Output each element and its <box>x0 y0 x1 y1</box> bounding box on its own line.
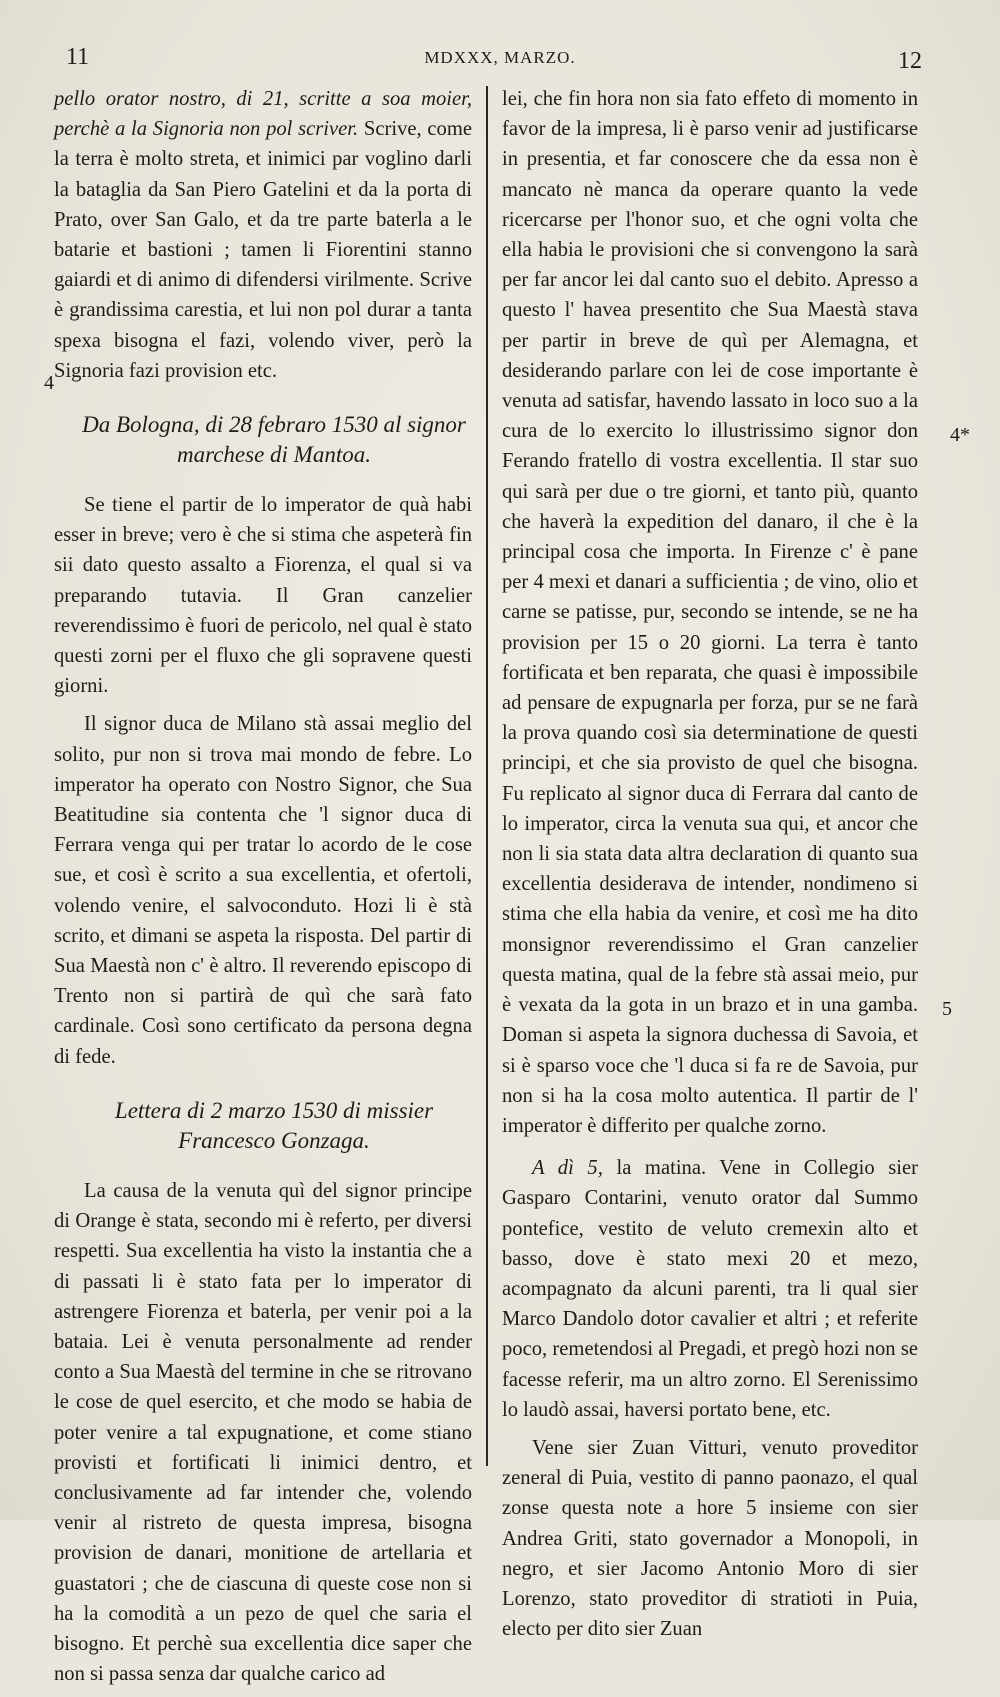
heading-bologna-letter: Da Bologna, di 28 febraro 1530 al signor marchese di Mantoa. <box>82 412 466 468</box>
left-p1-text: Scrive, come la terra è molto streta, et inimici par voglino darli la bataglia da San Piero Gatelini et da la porta di Prato, over San Galo, et da tre parte baterla a le batarie et bastioni ; tamen li Fiorentini stanno gaiardi et di animo di difendersi virilmente. Scrive è grandissima carestia, et lui non pol durar a tanta spexa bisogna el fazi, volendo viver, però la Signoria fazi provision etc. <box>54 118 473 382</box>
column-divider <box>486 86 488 1466</box>
margin-number-right-4star: 4* <box>950 424 970 446</box>
left-paragraph-3: Il signor duca de Milano stà assai meglio del solito, pur non si trova mai mondo de febre. Lo imperator ha operato con Nostro Signor, che Sua Beatitudine sia contenta che 'l signor duca di Ferrara venga qui per tratar lo acordo de le cose sue, et così è scrito a sua excellentia, et ofertoli, volendo venire, el salvoconduto. Hozi li è stà scrito, et dimani se aspeta la risposta. Del partir di Sua Maestà non c' è altro. Il reverendo episcopo di Trento non si partirà de quì che sarà fato cardinale. Così sono certificato da persona degna di fede. <box>54 713 472 1068</box>
margin-number-right-5: 5 <box>942 998 952 1020</box>
right-paragraph-3: Vene sier Zuan Vitturi, venuto proveditor zeneral di Puia, vestito di panno paonazo, el qual zonse questa note a hore 5 insieme con sier Andrea Griti, stato governador a Monopoli, in negro, et sier Jacomo Antonio Moro di sier Lorenzo, stato proveditor di stratioti in Puia, electo per dito sier Zuan <box>502 1436 918 1641</box>
left-column-number: 11 <box>66 44 90 70</box>
right-p2-text: la matina. Vene in Collegio sier Gasparo Contarini, venuto orator dal Summo pontefice, vestito de veluto cremexin alto et basso, dove è stato mexi 20 et mezo, acompagnato da alcuni parenti, tra li qual sier Marco Dandolo dotor cavalier et altri ; et referite poco, remetendosi al Pregadi, et pregò hozi non se facesse referir, ma un altro zorno. El Serenissimo lo laudò assai, haversi portato bene, etc. <box>502 1157 919 1421</box>
margin-number-left-4: 4 <box>44 372 54 394</box>
left-paragraph-1 <box>54 84 472 386</box>
right-column <box>502 84 918 1652</box>
left-paragraph-4: La causa de la venuta quì del signor principe di Orange è stata, secondo mi è referto, per diversi respetti. Sua excellentia ha visto la instantia che a di passati li è stato fata per lo imperator di astrengere Fiorenza et baterla, per venir poi a la bataia. Lei è venuta personalmente ad render conto a Sua Maestà del termine in che se ritrovano le cose de quel esercito, et che modo se habia de poter venire a tal expugnatione, et come stiano provisti et fortificati li inimici dentro, et conclusivamente ad far intender che, volendo venir al ristreto de questa impresa, bisogna provision de danari, monitione de artellaria et guastatori ; che de ciascuna di queste cose non si ha la comodità a un pezo de quel che saria el bisogno. Et perchè sua excellentia dice saper che non si passa senza dar qualche carico ad <box>54 1179 472 1686</box>
left-column <box>54 84 472 1697</box>
right-paragraph-2 <box>502 1153 918 1425</box>
heading-gonzaga-letter: Lettera di 2 marzo 1530 di missier Francesco Gonzaga. <box>114 1097 434 1153</box>
running-header <box>0 44 1000 74</box>
right-column-number: 12 <box>898 48 922 74</box>
right-paragraph-1: lei, che fin hora non sia fato effeto di momento in favor de la impresa, li è parso venir ad justificarse in presentia, et far conoscere che da essa non è mancato nè manca da operare quanto la vede ricercarse per l'honor suo, et che ogni volta che ella habia le provisioni che si convengono la sarà per far ancor lei dal canto suo el debito. Apresso a questo l' havea presentito che Sua Maestà stava per partir in breve de quì per Alemagna, et desiderando parlare con lei de cose importante è venuta ad satisfar, havendo lassato in loco suo a la cura de lo exercito lo illustrissimo signor don Ferando fratello di vostra excellentia. Il star suo qui sarà per due o tre giorni, et tanto più, quanto che haverà la expedition del danaro, il che è la principal cosa che importa. In Firenze c' è pane per 4 mexi et danari a sufficientia ; de vino, olio et carne se patisse, pur, secondo se intende, se ne ha provision per 15 o 20 giorni. La terra è tanto fortificata et ben reparata, che quasi è impossibile ad pensare de expugnarla per forza, pur se ne farà la prova quando così sia determinatione de questi principi, et che sia provisto de quel che bisogna. Fu replicato al signor duca di Ferrara dal canto de lo imperator, circa la venuta sua qui, et ancor che non li sia stata data altra declaration di quanto sua excellentia desiderava de intender, nondimeno si stima che ella habia da venire, et così me ha dito monsignor reverendissimo el Gran canzelier questa matina, qual de la febre stà assai meio, pur è vexata da la gota in un brazo et in una gamba. Doman si aspeta la signora duchessa di Savoia, et si è sparso voce che 'l duca si fa re de Savoia, pur non si ha la cosa molto autentica. Il partir de l' imperator è differito per qualche zorno. <box>502 88 918 1137</box>
right-p2-italic-date: A dì 5, <box>532 1157 603 1180</box>
left-p1-italic-lead: pello orator nostro, di 21, scritte a soa moier, perchè a la Signoria non pol scriver. <box>54 88 472 141</box>
left-paragraph-2: Se tiene el partir de lo imperator de quà habi esser in breve; vero è che si stima che aspeterà fin sii dato questo assalto a Fiorenza, el qual si va preparando tutavia. Il Gran canzelier reverendissimo è fuori de pericolo, nel qual è stato questi zorni per el fluxo che gli sopravene questi giorni. <box>54 494 472 698</box>
running-title: MDXXX, MARZO. <box>424 48 576 67</box>
